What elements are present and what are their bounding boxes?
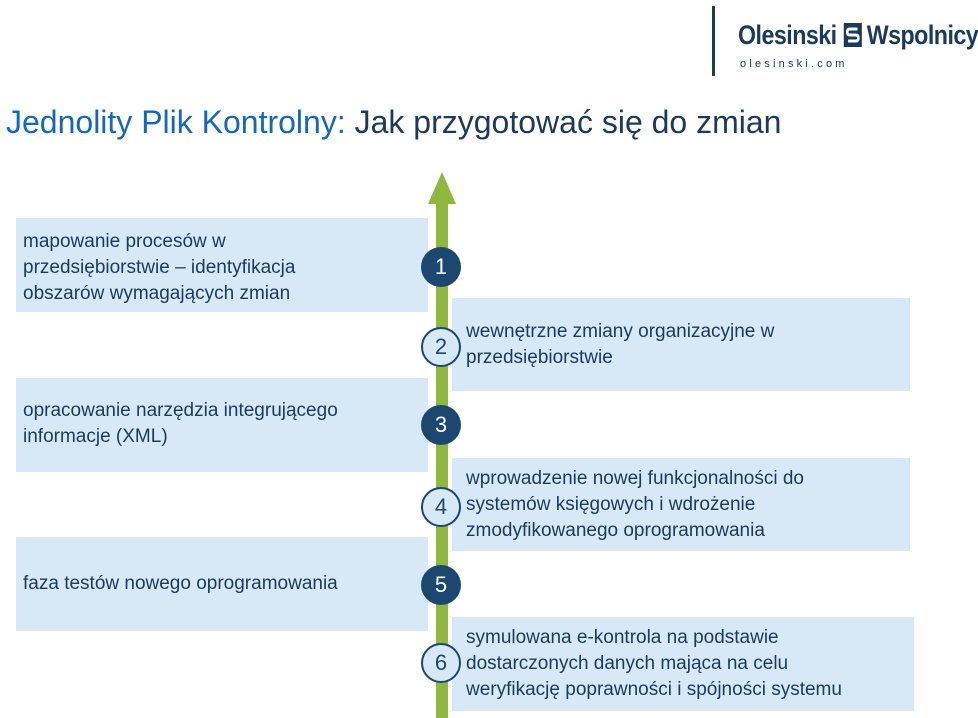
step-text-line: systemów księgowych i wdrożenie [466, 494, 756, 515]
step-text-line: weryfikację poprawności i spójności systemu [466, 679, 842, 700]
step-6-number: 6 [421, 643, 461, 683]
step-text-line: mapowanie procesów w [23, 231, 226, 252]
step-text-line: informacje (XML) [23, 426, 168, 447]
logo-s-icon [843, 23, 861, 47]
step-text-line: symulowana e-kontrola na podstawie [466, 627, 779, 648]
title-part1: Jednolity Plik Kontrolny: [6, 104, 346, 140]
logo-wordmark [738, 20, 978, 51]
logo-divider [712, 6, 715, 76]
step-2-number: 2 [421, 327, 461, 367]
step-2-box [452, 298, 910, 391]
title-part2: Jak przygotować się do zmian [354, 104, 782, 140]
step-text-line: wprowadzenie nowej funkcjonalności do [466, 468, 804, 489]
step-3-number: 3 [421, 405, 461, 445]
step-text-line: faza testów nowego oprogramowania [23, 573, 338, 594]
step-text-line: wewnętrzne zmiany organizacyjne w [466, 321, 775, 342]
step-text-line: przedsiębiorstwie – identyfikacja [23, 257, 296, 278]
step-5-box [16, 537, 428, 631]
step-text-line: opracowanie narzędzia integrującego [23, 400, 338, 421]
step-4-box [452, 458, 910, 551]
logo-name-part1: Olesinski [738, 20, 837, 50]
step-5-number: 5 [421, 565, 461, 605]
step-text-line: obszarów wymagających zmian [23, 283, 291, 304]
step-1-box [16, 218, 428, 312]
step-text-line: dostarczonych danych mająca na celu [466, 653, 789, 674]
step-1-number: 1 [421, 247, 461, 287]
page-title [6, 104, 781, 141]
company-logo [712, 6, 978, 78]
step-3-box [16, 378, 428, 472]
logo-name-part2: Wspolnicy [866, 20, 978, 50]
step-text-line: przedsiębiorstwie [466, 347, 613, 368]
step-text-line: zmodyfikowanego oprogramowania [466, 520, 765, 541]
timeline-arrow-head-icon [428, 172, 456, 204]
logo-url: olesinski.com [740, 58, 848, 70]
step-6-box [452, 617, 914, 711]
step-4-number: 4 [421, 487, 461, 527]
